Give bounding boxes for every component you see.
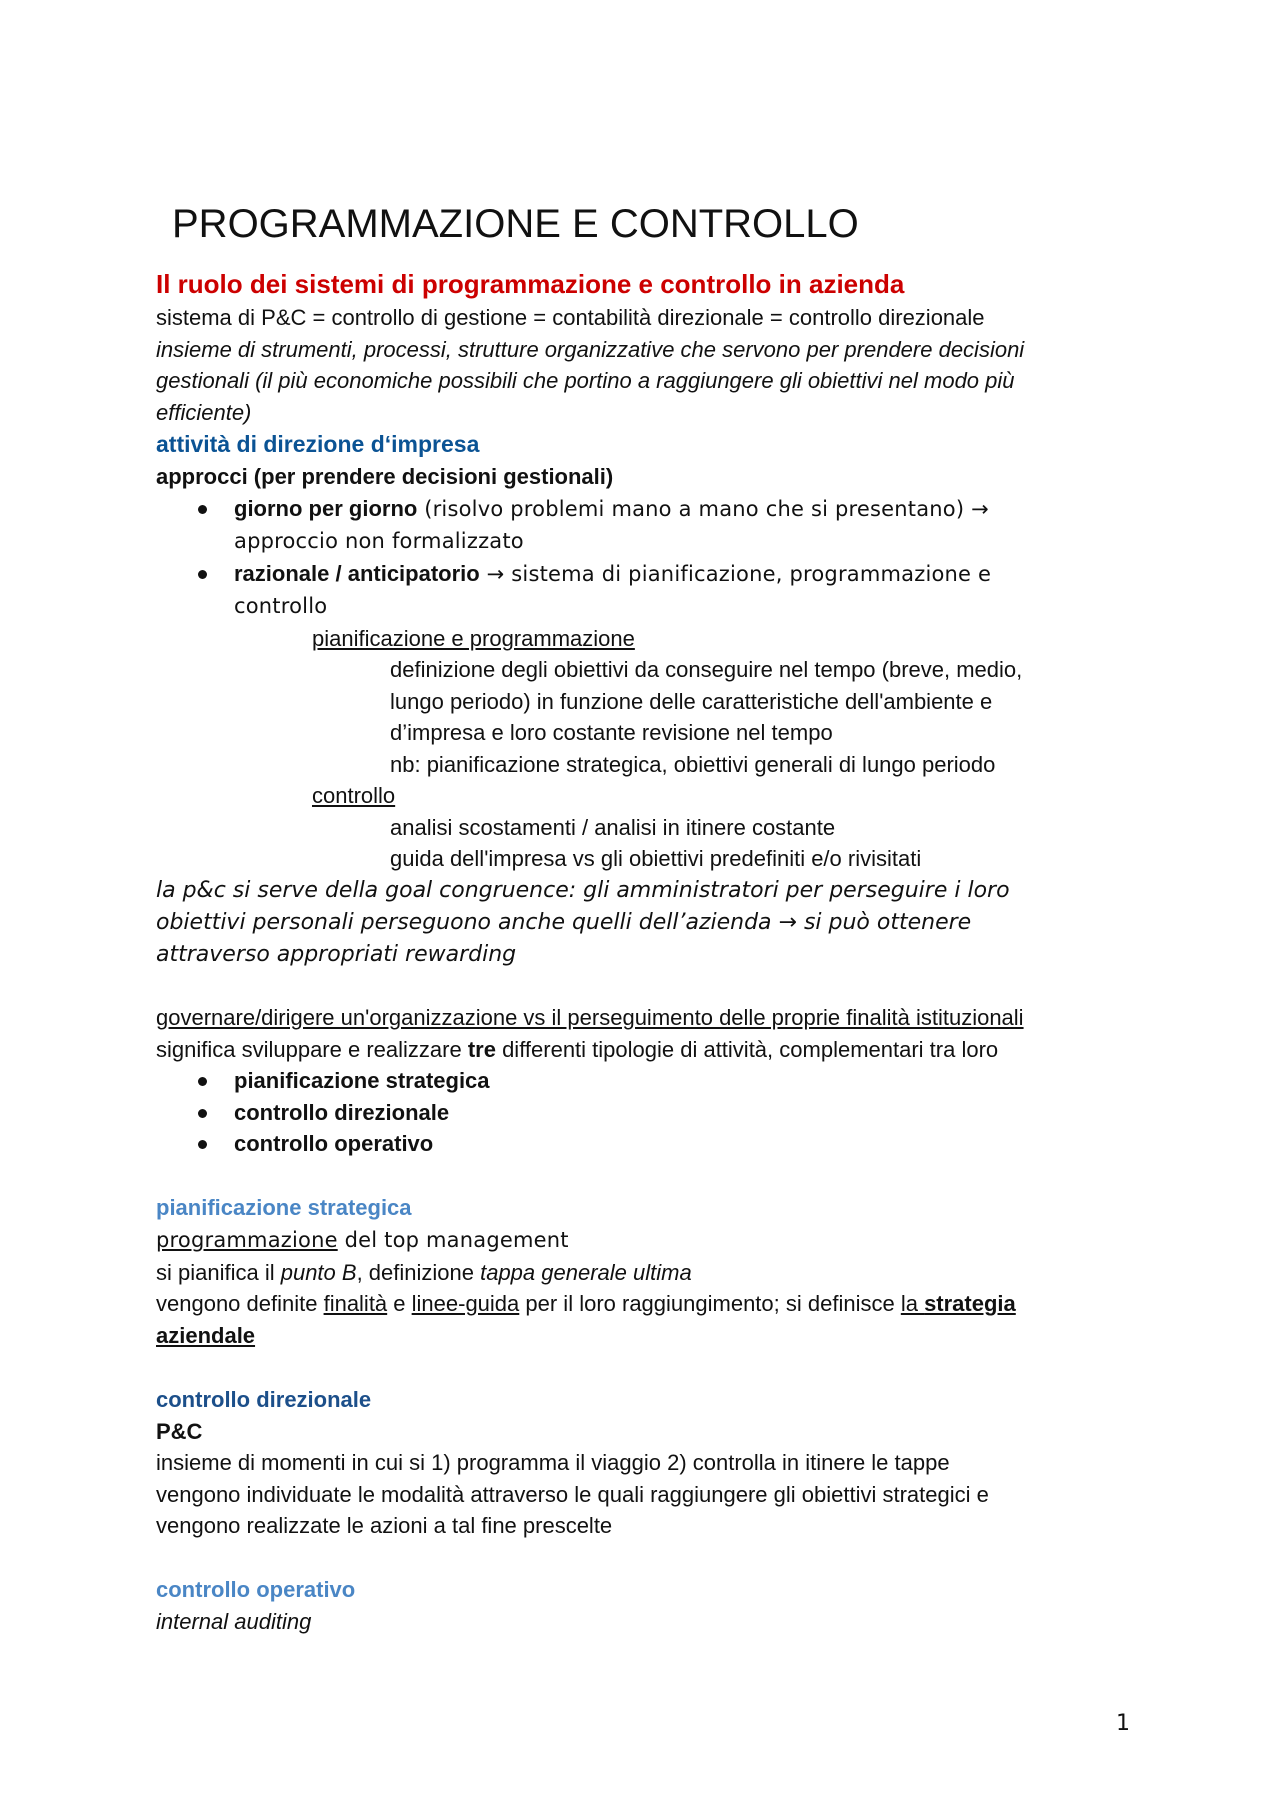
intro-line: sistema di P&C = controllo di gestione = contabilità direzionale = controllo direzionale xyxy=(156,305,985,330)
pianificazione-line: lungo periodo) in funzione delle caratteristiche dell'ambiente e xyxy=(390,688,993,714)
strategica-line: si pianifica il punto B, definizione tappa generale ultima xyxy=(156,1259,692,1285)
approccio-name: giorno per giorno xyxy=(234,495,418,521)
list-item xyxy=(156,558,1116,591)
page-content xyxy=(156,200,1116,1638)
controllo-line: guida dell'impresa vs gli obiettivi predefiniti e/o rivisitati xyxy=(390,846,922,871)
controllo-label: controllo xyxy=(312,783,396,808)
section-heading: Il ruolo dei sistemi di programmazione e controllo in azienda xyxy=(156,269,905,299)
approccio-description: controllo xyxy=(234,594,328,618)
pianificazione-line: definizione degli obiettivi da conseguire nel tempo (breve, medio, xyxy=(390,657,1023,682)
spacer xyxy=(156,1160,1116,1192)
direzionale-heading: controllo direzionale xyxy=(156,1386,372,1412)
list-item xyxy=(156,493,1116,526)
intro-italic-line: efficiente) xyxy=(156,399,252,425)
bullet-icon xyxy=(198,1140,207,1149)
intro-italic-line: insieme di strumenti, processi, strutture organizzative che servono per prendere decisioni xyxy=(156,336,1025,362)
goal-congruence-line: attraverso appropriati rewarding xyxy=(156,941,517,967)
direzionale-line: vengono realizzate le azioni a tal fine prescelte xyxy=(156,1513,613,1538)
strategica-line: programmazione del top management xyxy=(156,1228,569,1252)
goal-congruence-line: la p&c si serve della goal congruence: gli amministratori per perseguire i loro xyxy=(156,877,1010,903)
list-item: controllo operativo xyxy=(156,1128,1116,1160)
direzionale-sub: P&C xyxy=(156,1418,203,1444)
direzionale-line: insieme di momenti in cui si 1) programma il viaggio 2) controlla in itinere le tappe xyxy=(156,1450,950,1475)
list-item: pianificazione strategica xyxy=(156,1065,1116,1097)
approcci-heading: approcci (per prendere decisioni gestionali) xyxy=(156,464,614,489)
strategica-heading: pianificazione strategica xyxy=(156,1195,412,1220)
list-item-continuation xyxy=(156,525,1116,558)
approccio-description: approccio non formalizzato xyxy=(234,529,524,553)
spacer xyxy=(156,971,1116,1003)
pianificazione-line: d’impresa e loro costante revisione nel tempo xyxy=(390,720,833,745)
operativo-line: internal auditing xyxy=(156,1609,312,1634)
spacer xyxy=(156,1351,1116,1383)
controllo-line: analisi scostamenti / analisi in itinere costante xyxy=(390,814,836,840)
direzione-heading: attività di direzione d‘impresa xyxy=(156,431,480,457)
approccio-description: (risolvo problemi mano a mano che si presentano) → xyxy=(417,496,989,521)
direzionale-line: vengono individuate le modalità attraverso le quali raggiungere gli obiettivi strategici e xyxy=(156,1481,989,1507)
bullet-icon xyxy=(198,1077,207,1086)
pianificazione-label: pianificazione e programmazione xyxy=(312,625,635,651)
approccio-name: razionale / anticipatorio xyxy=(234,560,480,586)
approcci-list xyxy=(156,493,1116,623)
attivita-list xyxy=(156,1065,1116,1160)
approccio-description: → sistema di pianificazione, programmazione e xyxy=(479,561,992,586)
spacer xyxy=(156,1542,1116,1574)
strategica-line: vengono definite finalità e linee-guida per il loro raggiungimento; si definisce la strategia xyxy=(156,1291,1016,1316)
list-item: controllo direzionale xyxy=(156,1097,1116,1129)
list-item-continuation xyxy=(156,590,1116,623)
significa-line: significa sviluppare e realizzare tre differenti tipologie di attività, complementari tra loro xyxy=(156,1036,999,1062)
bullet-icon xyxy=(198,1109,207,1118)
document-title: PROGRAMMAZIONE E CONTROLLO xyxy=(172,202,859,246)
strategica-line: aziendale xyxy=(156,1322,256,1348)
page-number: 1 xyxy=(1116,1711,1130,1736)
operativo-heading: controllo operativo xyxy=(156,1577,356,1602)
bullet-icon xyxy=(198,570,207,579)
governare-line: governare/dirigere un'organizzazione vs il perseguimento delle proprie finalità istituzionali xyxy=(156,1005,1024,1030)
intro-italic-line: gestionali (il più economiche possibili che portino a raggiungere gli obiettivi nel modo più xyxy=(156,368,1015,393)
bullet-icon xyxy=(198,505,207,514)
goal-congruence-line: obiettivi personali perseguono anche quelli dell’azienda → si può ottenere xyxy=(156,909,972,935)
pianificazione-line: nb: pianificazione strategica, obiettivi generali di lungo periodo xyxy=(390,751,996,777)
